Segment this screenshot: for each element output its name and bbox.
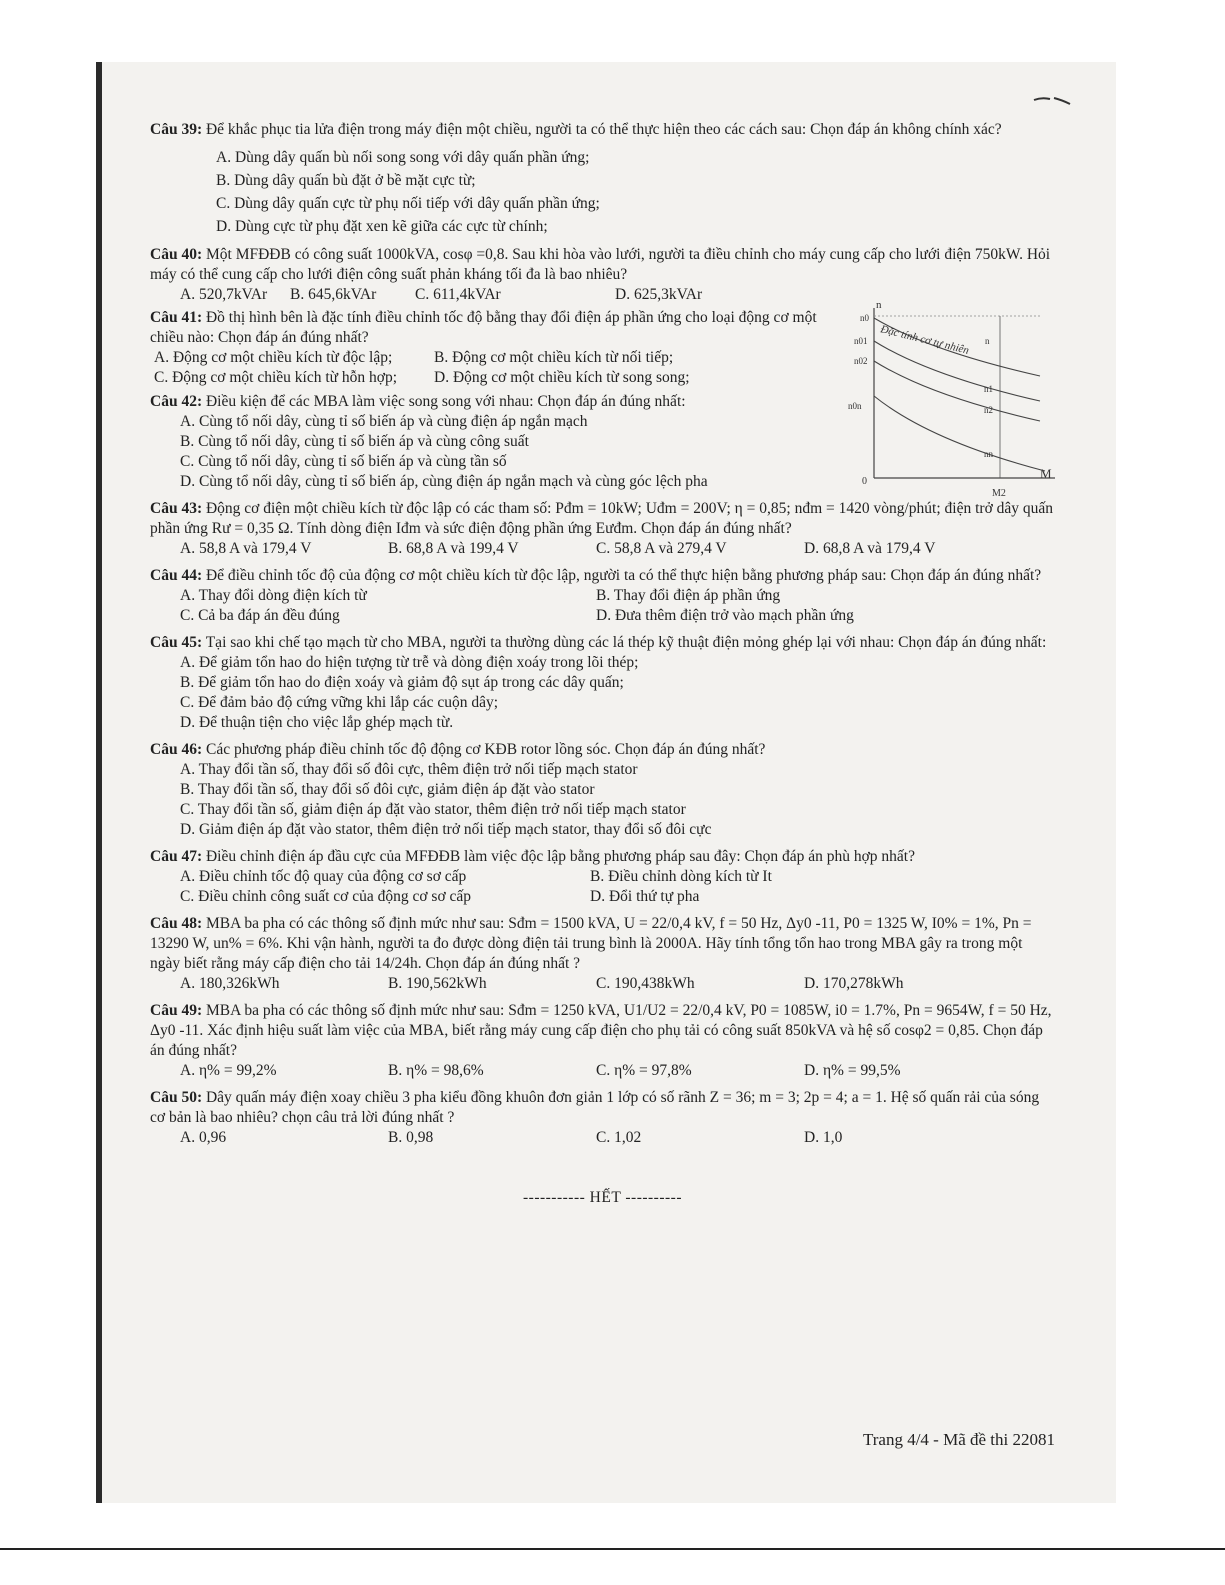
option: C. 190,438kWh [596, 975, 695, 992]
label-m2: M2 [992, 488, 1006, 499]
options-row [150, 539, 1055, 559]
label-nn: nn [984, 449, 993, 459]
option: D. Đưa thêm điện trở vào mạch phần ứng [596, 607, 854, 624]
question-text: Điều chỉnh điện áp đầu cực của MFĐĐB làm việc độc lập bằng phương pháp sau đây: Chọn đáp án phù hợp nhất? [205, 848, 915, 865]
option: A. Thay đổi dòng điện kích từ [180, 587, 367, 604]
option: D. Đổi thứ tự pha [590, 888, 700, 905]
question-number: Câu 49: [150, 1002, 203, 1019]
label-n1: n1 [984, 384, 993, 394]
curve-nn [874, 396, 1045, 471]
natural-curve-caption: Đặc tính cơ tự nhiên [879, 323, 971, 357]
question-number: Câu 40: [150, 246, 203, 263]
option: C. Động cơ một chiều kích từ hỗn hợp; [154, 369, 398, 386]
question-number: Câu 46: [150, 741, 203, 758]
option: D. η% = 99,5% [804, 1062, 901, 1079]
option: C. 611,4kVAr [415, 286, 501, 303]
question-48 [150, 914, 1055, 974]
page-footer: Trang 4/4 - Mã đề thi 22081 [862, 1430, 1055, 1449]
question-49 [150, 1001, 1055, 1061]
question-text: Để điều chỉnh tốc độ của động cơ một chiều kích từ độc lập, người ta có thể thực hiện bằng phương pháp sau: Chọn đáp án đúng nhất? [205, 567, 1042, 584]
option: D. Động cơ một chiều kích từ song song; [434, 369, 690, 386]
options-row [150, 1061, 1055, 1081]
option: B. Động cơ một chiều kích từ nối tiếp; [434, 349, 674, 366]
end-marker: ----------- HẾT ---------- [523, 1189, 682, 1206]
option: A. Thay đổi tần số, thay đổi số đôi cực, thêm điện trở nối tiếp mạch stator [180, 761, 638, 778]
question-40 [150, 245, 1055, 285]
speed-characteristic-figure [840, 296, 1065, 506]
option: D. Giảm điện áp đặt vào stator, thêm điện trở nối tiếp mạch stator, thay đổi số đôi cực [180, 821, 712, 838]
question-47 [150, 847, 1055, 867]
option: B. Thay đổi điện áp phần ứng [596, 587, 781, 604]
origin-label: 0 [862, 476, 867, 487]
question-number: Câu 41: [150, 309, 203, 326]
question-text: Một MFĐĐB có công suất 1000kVA, cosφ =0,8. Sau khi hòa vào lưới, người ta điều chỉnh cho máy cung cấp cho lưới điện 750kW. Hỏi máy có thể cung cấp cho lưới điện công suất phản kháng tối đa là bao nhiêu? [150, 246, 1051, 283]
question-41 [150, 308, 830, 348]
option: D. Để thuận tiện cho việc lắp ghép mạch từ. [180, 714, 454, 731]
option: C. η% = 97,8% [596, 1062, 692, 1079]
pen-mark [1032, 92, 1072, 106]
option: D. Dùng cực từ phụ đặt xen kẽ giữa các cực từ chính; [216, 218, 548, 235]
question-number: Câu 42: [150, 393, 203, 410]
label-top-n: n [985, 336, 990, 346]
option: C. Dùng dây quấn cực từ phụ nối tiếp với dây quấn phần ứng; [216, 195, 600, 212]
question-number: Câu 43: [150, 500, 203, 517]
options-row [150, 586, 1055, 606]
question-number: Câu 39: [150, 121, 203, 138]
question-number: Câu 44: [150, 567, 203, 584]
bottom-border [0, 1548, 1225, 1550]
question-39 [150, 120, 1055, 140]
question-number: Câu 50: [150, 1089, 203, 1106]
option: A. 180,326kWh [180, 975, 280, 992]
exam-content [150, 120, 1055, 1224]
question-text: MBA ba pha có các thông số định mức như sau: Sđm = 1500 kVA, U = 22/0,4 kV, f = 50 Hz, Δy0 -11, P0 = 1325 W, I0% = 1%, Pn = 13290 W, un% = 6%. Khi vận hành, người ta đo được dòng điện tải trung bình là 2000A. Hãy tính tổng tổn hao trong MBA gây ra trong một ngày biết rằng máy cấp điện cho tải 14/24h. Chọn đáp án đúng nhất ? [150, 915, 1032, 972]
question-text: Để khắc phục tia lửa điện trong máy điện một chiều, người ta có thể thực hiện theo các cách sau: Chọn đáp án không chính xác? [205, 121, 1002, 138]
option: A. Động cơ một chiều kích từ độc lập; [154, 349, 393, 366]
question-50 [150, 1088, 1055, 1128]
option: B. Thay đổi tần số, thay đổi số đôi cực, giảm điện áp đặt vào stator [180, 781, 595, 798]
option: A. Để giảm tổn hao do hiện tượng từ trễ và dòng điện xoáy trong lõi thép; [180, 654, 639, 671]
label-n01: n01 [854, 336, 868, 346]
option: B. 190,562kWh [388, 975, 487, 992]
option: A. Cùng tổ nối dây, cùng tỉ số biến áp và cùng điện áp ngắn mạch [180, 413, 588, 430]
question-text: Dây quấn máy điện xoay chiều 3 pha kiểu đồng khuôn đơn giản 1 lớp có số rãnh Z = 36; m = 3; 2p = 4; a = 1. Hệ số quấn rải của sóng cơ bản là bao nhiêu? chọn câu trả lời đúng nhất ? [150, 1089, 1040, 1126]
label-n2: n2 [984, 405, 993, 415]
y-axis-label: n [876, 299, 882, 311]
label-n02: n02 [854, 356, 868, 366]
option: B. Để giảm tổn hao do điện xoáy và giảm độ sụt áp trong các dây quấn; [180, 674, 624, 691]
question-45 [150, 633, 1055, 653]
question-text: Tại sao khi chế tạo mạch từ cho MBA, người ta thường dùng các lá thép kỹ thuật điện mỏng ghép lại với nhau: Chọn đáp án đúng nhất: [205, 634, 1047, 651]
option: D. 625,3kVAr [615, 286, 703, 303]
option: C. Cùng tổ nối dây, cùng tỉ số biến áp và cùng tần số [180, 453, 507, 470]
option: C. Để đảm bảo độ cứng vững khi lắp các cuộn dây; [180, 694, 499, 711]
label-n0n: n0n [848, 401, 862, 411]
option: B. 645,6kVAr [290, 286, 377, 303]
option: C. 58,8 A và 279,4 V [596, 540, 727, 557]
option: C. 1,02 [596, 1129, 642, 1146]
option: C. Điều chỉnh công suất cơ của động cơ sơ cấp [180, 888, 472, 905]
option: B. 68,8 A và 199,4 V [388, 540, 519, 557]
option: A. 58,8 A và 179,4 V [180, 540, 312, 557]
option: D. 170,278kWh [804, 975, 904, 992]
question-text: Điều kiện để các MBA làm việc song song với nhau: Chọn đáp án đúng nhất: [205, 393, 686, 410]
option: A. Điều chỉnh tốc độ quay của động cơ sơ cấp [180, 868, 467, 885]
question-number: Câu 47: [150, 848, 203, 865]
option: A. η% = 99,2% [180, 1062, 277, 1079]
options-row [150, 887, 1055, 907]
option: D. 1,0 [804, 1129, 843, 1146]
option: A. Dùng dây quấn bù nối song song với dây quấn phần ứng; [216, 149, 590, 166]
option: D. 68,8 A và 179,4 V [804, 540, 936, 557]
option: B. Dùng dây quấn bù đặt ở bề mặt cực từ; [216, 172, 476, 189]
options-row [150, 1128, 1055, 1148]
options-row [150, 606, 1055, 626]
question-text: MBA ba pha có các thông số định mức như sau: Sđm = 1250 kVA, U1/U2 = 22/0,4 kV, P0 = 1085W, i0 = 1.7%, Pn = 9654W, f = 50 Hz, Δy0 -11. Xác định hiệu suất làm việc của MBA, biết rằng máy cung cấp điện cho phụ tải có công suất 850kVA và hệ số cosφ2 = 0,85. Chọn đáp án đúng nhất? [150, 1002, 1052, 1059]
question-44 [150, 566, 1055, 586]
option: C. Cả ba đáp án đều đúng [180, 607, 340, 624]
question-text: Các phương pháp điều chỉnh tốc độ động cơ KĐB rotor lồng sóc. Chọn đáp án đúng nhất? [205, 741, 766, 758]
question-46 [150, 740, 1055, 760]
question-number: Câu 48: [150, 915, 203, 932]
label-n0: n0 [860, 313, 869, 323]
option: C. Thay đổi tần số, giảm điện áp đặt vào stator, thêm điện trở nối tiếp mạch stator [180, 801, 686, 818]
question-number: Câu 45: [150, 634, 203, 651]
options-row [150, 867, 1055, 887]
option: A. 520,7kVAr [180, 286, 268, 303]
option: B. η% = 98,6% [388, 1062, 484, 1079]
x-axis-label: M [1040, 466, 1052, 481]
question-text: Động cơ điện một chiều kích từ độc lập có các tham số: Pđm = 10kW; Uđm = 200V; η = 0,85; nđm = 1420 vòng/phút; điện trở dây quấn phần ứng Rư = 0,35 Ω. Tính dòng điện Iđm và sức điện động phần ứng Eưđm. Chọn đáp án đúng nhất? [150, 500, 1054, 537]
option: A. 0,96 [180, 1129, 227, 1146]
options-row [150, 974, 1055, 994]
option: B. Cùng tổ nối dây, cùng tỉ số biến áp và cùng công suất [180, 433, 529, 450]
option: B. 0,98 [388, 1129, 434, 1146]
option: B. Điều chỉnh dòng kích từ It [590, 868, 772, 885]
option: D. Cùng tổ nối dây, cùng tỉ số biến áp, cùng điện áp ngắn mạch và cùng góc lệch pha [180, 473, 708, 490]
question-text: Đồ thị hình bên là đặc tính điều chỉnh tốc độ bằng thay đổi điện áp phần ứng cho loại động cơ một chiều nào: Chọn đáp án đúng nhất? [150, 309, 817, 346]
